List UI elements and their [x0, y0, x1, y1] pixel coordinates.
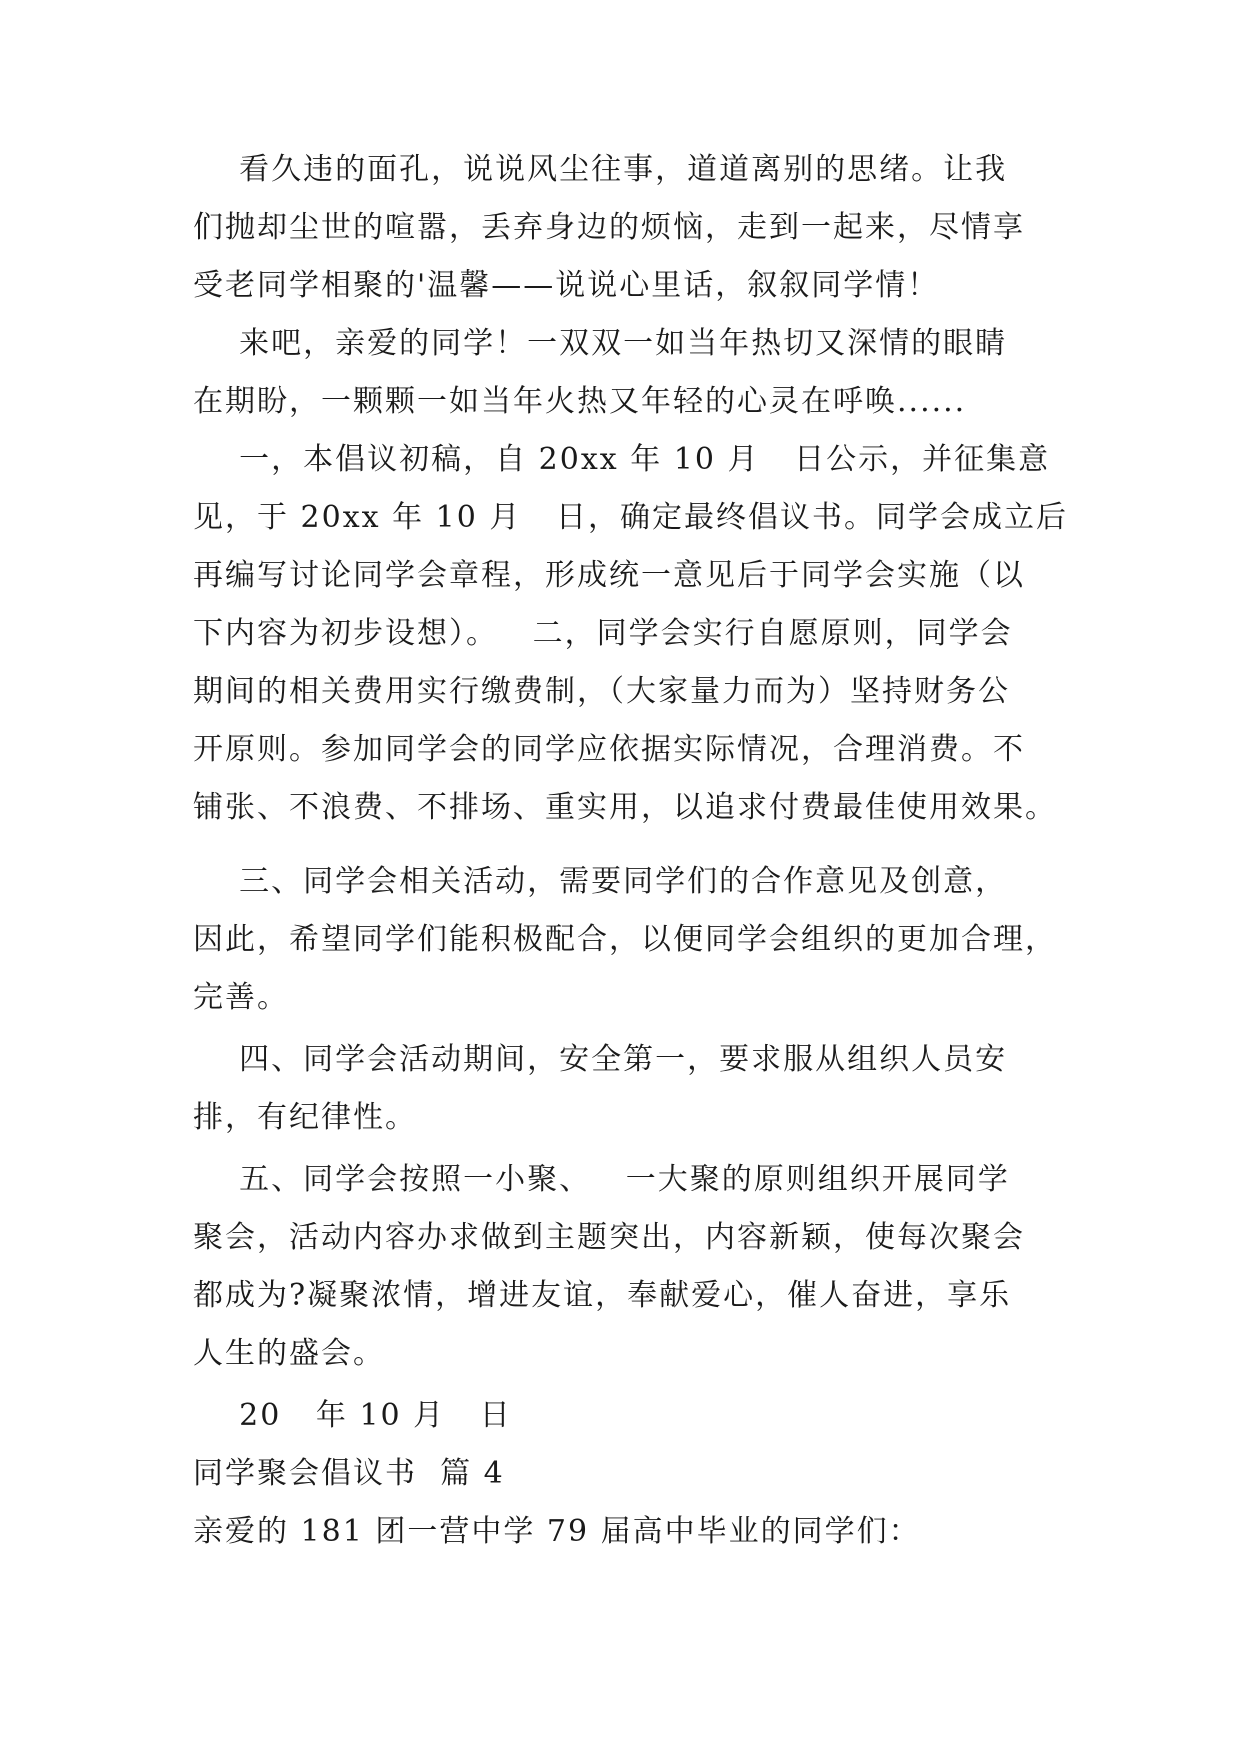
text-line: 因此，希望同学们能积极配合，以便同学会组织的更加合理， — [193, 922, 1057, 957]
text-line: 期间的相关费用实行缴费制，（大家量力而为）坚持财务公 — [193, 674, 1010, 709]
text-line: 五、同学会按照一小聚、 一大聚的原则组织开展同学 — [193, 1162, 1010, 1197]
text-line: 受老同学相聚的'温馨——说说心里话，叙叙同学情！ — [193, 268, 940, 303]
text-line: 都成为?凝聚浓情，增进友谊，奉献爱心，催人奋进，享乐 — [193, 1278, 1012, 1313]
text-line: 在期盼，一颗颗一如当年火热又年轻的心灵在呼唤...... — [193, 384, 967, 419]
text-line: 们抛却尘世的喧嚣，丢弃身边的烦恼，走到一起来，尽情享 — [193, 210, 1025, 245]
text-line: 铺张、不浪费、不排场、重实用，以追求付费最佳使用效果。 — [193, 790, 1057, 825]
text-line: 看久违的面孔，说说风尘往事，道道离别的思绪。让我 — [193, 152, 1008, 187]
date-line: 20 年 10 月 日 — [193, 1398, 512, 1433]
text-line: 四、同学会活动期间，安全第一，要求服从组织人员安 — [193, 1042, 1008, 1077]
text-line: 聚会，活动内容办求做到主题突出，内容新颖，使每次聚会 — [193, 1220, 1025, 1255]
text-line: 再编写讨论同学会章程，形成统一意见后于同学会实施（以 — [193, 558, 1025, 593]
text-line: 见，于 20xx 年 10 月 日，确定最终倡议书。同学会成立后 — [193, 500, 1068, 535]
text-line: 三、同学会相关活动，需要同学们的合作意见及创意， — [193, 864, 1008, 899]
text-line: 人生的盛会。 — [193, 1336, 385, 1371]
text-line: 来吧，亲爱的同学！一双双一如当年热切又深情的眼睛 — [193, 326, 1008, 361]
text-line: 完善。 — [193, 980, 289, 1015]
section-heading: 同学聚会倡议书 篇 4 — [193, 1456, 505, 1491]
text-line: 下内容为初步设想）。 二，同学会实行自愿原则，同学会 — [193, 616, 1013, 651]
text-line: 一，本倡议初稿，自 20xx 年 10 月 日公示，并征集意 — [193, 442, 1051, 477]
salutation-line: 亲爱的 181 团一营中学 79 届高中毕业的同学们： — [193, 1514, 921, 1549]
text-line: 排，有纪律性。 — [193, 1100, 417, 1135]
text-line: 开原则。参加同学会的同学应依据实际情况，合理消费。不 — [193, 732, 1025, 767]
